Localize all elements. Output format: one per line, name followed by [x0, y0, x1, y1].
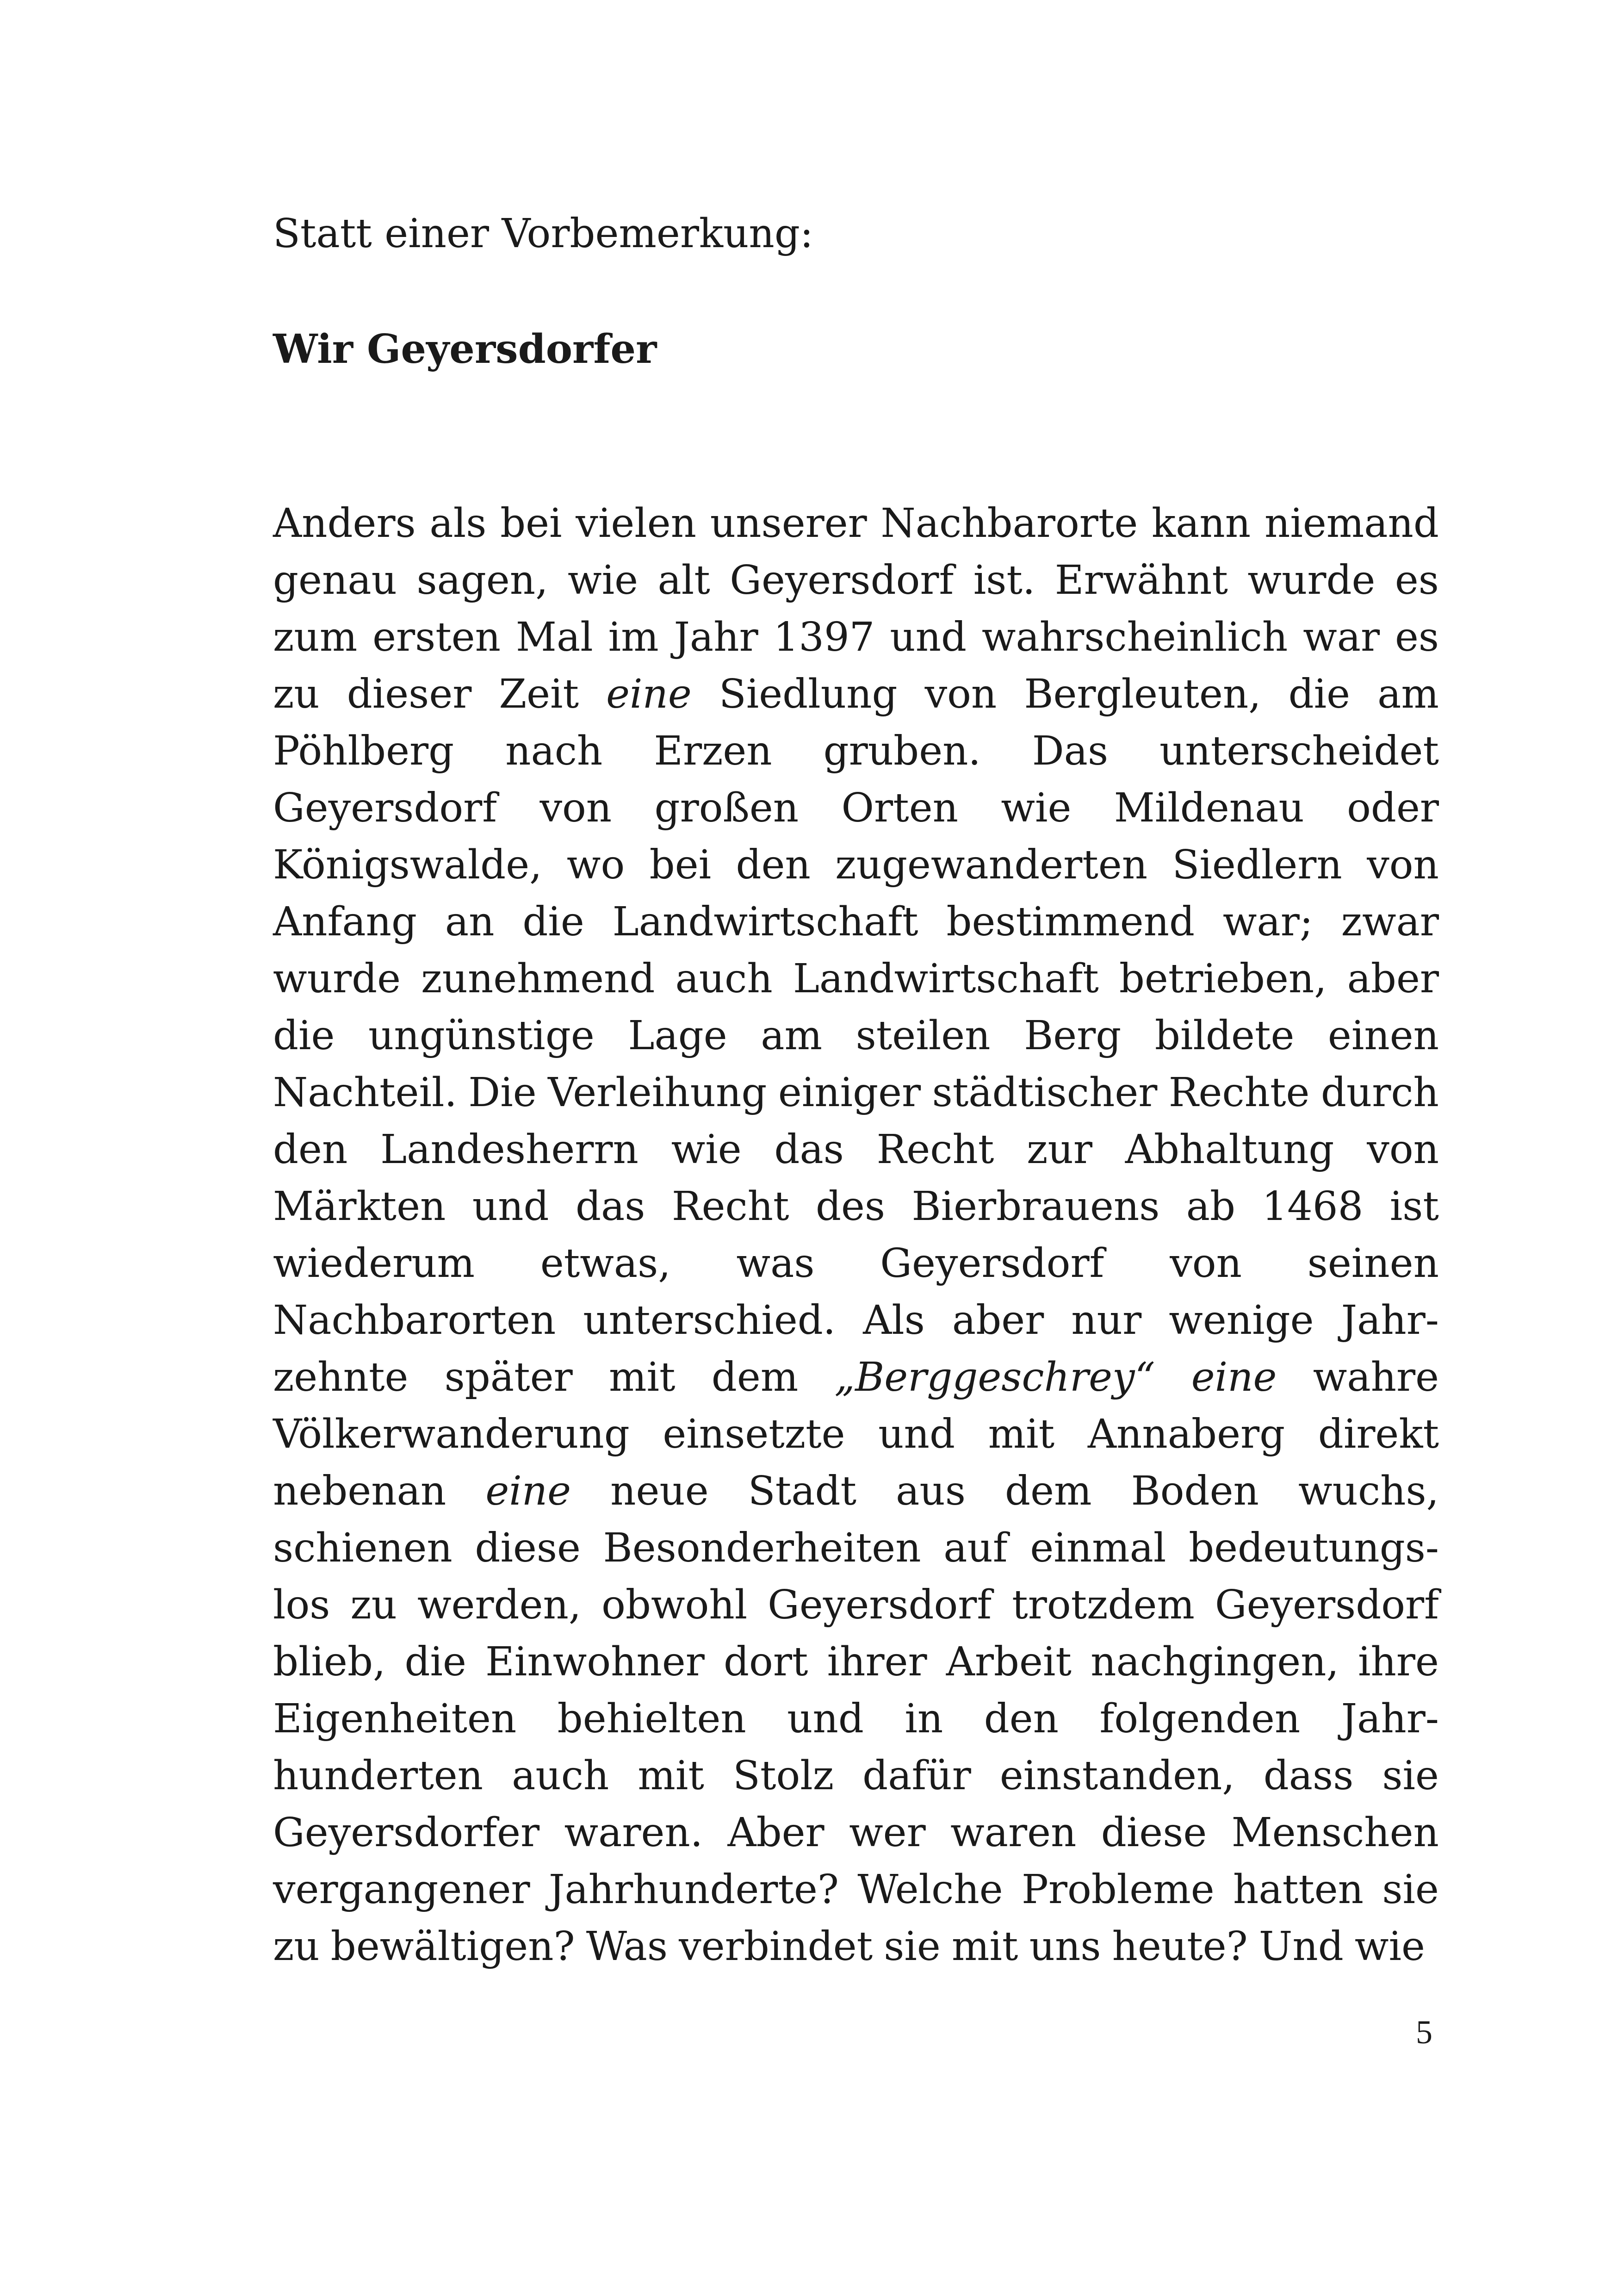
text-line — [273, 666, 1439, 723]
word: dem — [1005, 1468, 1092, 1514]
word: am — [761, 1013, 823, 1059]
text-line — [273, 894, 1439, 951]
text-line — [273, 1748, 1439, 1804]
word: diese — [1101, 1810, 1207, 1856]
word: Einwohner — [485, 1639, 705, 1685]
word: als — [429, 500, 487, 547]
word: wahre — [1313, 1354, 1439, 1400]
text-line — [273, 1292, 1439, 1349]
word: zu — [273, 1923, 320, 1970]
word: und — [878, 1411, 955, 1457]
text-line — [273, 1008, 1439, 1064]
word: einiger — [778, 1070, 921, 1116]
word: war; — [1222, 899, 1313, 945]
word: bedeutungs- — [1189, 1525, 1439, 1571]
word: Siedlung — [719, 671, 898, 717]
word: es — [1395, 557, 1439, 604]
word: Geyersdorfer — [273, 1810, 540, 1856]
word: dass — [1263, 1753, 1354, 1799]
word: behielten — [557, 1696, 746, 1742]
word: wo — [566, 842, 625, 888]
word: ist. — [973, 557, 1035, 604]
word: die — [273, 1013, 335, 1059]
word: neue — [610, 1468, 709, 1514]
word: großen — [654, 785, 799, 831]
word: auch — [512, 1753, 609, 1799]
word: los — [273, 1582, 330, 1628]
word: aus — [896, 1468, 966, 1514]
text-line — [273, 495, 1439, 552]
word: einstanden, — [999, 1753, 1235, 1799]
text-line — [273, 552, 1439, 609]
text-line — [273, 1634, 1439, 1691]
word: dieser — [347, 671, 472, 717]
word: Jahrhunderte? — [549, 1867, 839, 1913]
word: wurde — [273, 956, 401, 1002]
word: was — [736, 1240, 815, 1287]
word: ungünstige — [368, 1013, 595, 1059]
word: aber — [1347, 956, 1439, 1002]
word: Geyersdorf — [273, 785, 497, 831]
word: waren. — [564, 1810, 703, 1856]
word: diese — [475, 1525, 581, 1571]
word: Arbeit — [946, 1639, 1072, 1685]
word: Jahr — [674, 614, 758, 660]
word: Landwirtschaft — [612, 899, 918, 945]
word: auch — [675, 956, 773, 1002]
chapter-title: Wir Geyersdorfer — [273, 326, 657, 373]
word: Völkerwanderung — [273, 1411, 630, 1457]
text-line — [273, 1178, 1439, 1235]
word: Recht — [876, 1126, 994, 1173]
word: sagen, — [416, 557, 548, 604]
text-line — [273, 1064, 1439, 1121]
word: den — [273, 1126, 348, 1173]
text-line — [273, 780, 1439, 837]
word: Märkten — [273, 1183, 446, 1230]
word: zu — [273, 671, 320, 717]
word: werden, — [417, 1582, 582, 1628]
word: von — [1170, 1240, 1242, 1287]
word: wie — [567, 557, 638, 604]
word: wahrscheinlich — [981, 614, 1288, 660]
word: vielen — [576, 500, 697, 547]
word: zum — [273, 614, 358, 660]
word: dort — [723, 1639, 808, 1685]
word: Jahr- — [1341, 1297, 1439, 1344]
page-number: 5 — [1416, 2014, 1432, 2051]
word: aber — [952, 1297, 1044, 1344]
word: von — [539, 785, 612, 831]
word: Anfang — [273, 899, 417, 945]
word: den — [736, 842, 811, 888]
word: an — [445, 899, 495, 945]
text-line — [273, 723, 1439, 780]
word: Rechte — [1168, 1070, 1310, 1116]
word: vergangener — [273, 1867, 530, 1913]
word: bei — [500, 500, 562, 547]
word: zwar — [1341, 899, 1439, 945]
word: zunehmend — [421, 956, 655, 1002]
word: Die — [468, 1070, 537, 1116]
text-line — [273, 1235, 1439, 1292]
text-line — [273, 1577, 1439, 1634]
text-line — [273, 1121, 1439, 1178]
word: bildete — [1154, 1013, 1295, 1059]
word: genau — [273, 557, 397, 604]
word: Berg — [1024, 1013, 1122, 1059]
word: nur — [1071, 1297, 1142, 1344]
word: hunderten — [273, 1753, 484, 1799]
word: ersten — [372, 614, 501, 660]
word: in — [905, 1696, 943, 1742]
word: Nachbarorte — [880, 500, 1138, 547]
word: verbindet — [679, 1923, 873, 1970]
word: dafür — [862, 1753, 971, 1799]
text-line — [273, 1861, 1439, 1918]
word: von — [1367, 842, 1439, 888]
text-line — [273, 1918, 1439, 1975]
word: obwohl — [601, 1582, 748, 1628]
word: auf — [943, 1525, 1008, 1571]
word: bei — [649, 842, 712, 888]
word: kann — [1152, 500, 1251, 547]
word: 1468 — [1262, 1183, 1364, 1230]
word: Erzen — [654, 728, 772, 774]
word: wiederum — [273, 1240, 475, 1287]
word: Menschen — [1231, 1810, 1439, 1856]
word: eine — [1191, 1354, 1277, 1400]
word: Nachbarorten — [273, 1297, 556, 1344]
word: ihre — [1358, 1639, 1439, 1685]
word: war — [1303, 614, 1380, 660]
word: betrieben, — [1119, 956, 1327, 1002]
word: Das — [1032, 728, 1109, 774]
word: wurde — [1247, 557, 1376, 604]
word: den — [984, 1696, 1059, 1742]
word: Bergleuten, — [1024, 671, 1261, 717]
word: niemand — [1264, 500, 1439, 547]
word: Recht — [671, 1183, 789, 1230]
word: wer — [849, 1810, 926, 1856]
word: schienen — [273, 1525, 453, 1571]
text-line — [273, 1349, 1439, 1406]
preface-label: Statt einer Vorbemerkung: — [273, 211, 813, 257]
word: oder — [1347, 785, 1439, 831]
text-line — [273, 1804, 1439, 1861]
word: Geyersdorf — [1215, 1582, 1439, 1628]
word: sie — [1382, 1753, 1439, 1799]
word: bewältigen? — [330, 1923, 575, 1970]
word: durch — [1320, 1070, 1439, 1116]
word: Königswalde, — [273, 842, 542, 888]
word: Jahr- — [1341, 1696, 1439, 1742]
word: wuchs, — [1298, 1468, 1439, 1514]
word: einen — [1327, 1013, 1439, 1059]
word: Mildenau — [1114, 785, 1304, 831]
word: mit — [608, 1354, 676, 1400]
word: unserer — [710, 500, 867, 547]
word: Landwirtschaft — [793, 956, 1099, 1002]
word: es — [1395, 614, 1439, 660]
word: zu — [350, 1582, 397, 1628]
word: Als — [863, 1297, 925, 1344]
word: Lage — [628, 1013, 727, 1059]
word: städtischer — [932, 1070, 1158, 1116]
word: Bierbrauens — [911, 1183, 1160, 1230]
word: einmal — [1030, 1525, 1166, 1571]
text-line — [273, 609, 1439, 666]
word: am — [1377, 671, 1439, 717]
word: Besonderheiten — [603, 1525, 921, 1571]
word: Nachteil. — [273, 1070, 457, 1116]
word: im — [608, 614, 659, 660]
word: alt — [657, 557, 710, 604]
word: die — [404, 1639, 466, 1685]
body-paragraph — [273, 495, 1439, 1975]
word: eine — [485, 1468, 571, 1514]
word: später — [444, 1354, 573, 1400]
word: die — [522, 899, 584, 945]
text-line — [273, 1520, 1439, 1577]
word: Mal — [515, 614, 593, 660]
word: ist — [1389, 1183, 1439, 1230]
word: ab — [1186, 1183, 1236, 1230]
word: uns — [1029, 1923, 1101, 1970]
word: und — [890, 614, 967, 660]
word: Stadt — [748, 1468, 857, 1514]
text-line — [273, 1691, 1439, 1748]
word: gruben. — [823, 728, 981, 774]
word: des — [815, 1183, 886, 1230]
word: sie — [884, 1923, 941, 1970]
word: wenige — [1169, 1297, 1314, 1344]
word: 1397 — [773, 614, 875, 660]
word: nebenan — [273, 1468, 446, 1514]
word: Siedlern — [1172, 842, 1342, 888]
word: das — [575, 1183, 645, 1230]
text-line — [273, 1463, 1439, 1520]
word: Stolz — [733, 1753, 834, 1799]
word: und — [787, 1696, 864, 1742]
word: Geyersdorf — [730, 557, 954, 604]
word: zur — [1027, 1126, 1092, 1173]
word: Eigenheiten — [273, 1696, 517, 1742]
word: die — [1288, 671, 1351, 717]
word: nachgingen, — [1091, 1639, 1339, 1685]
word: mit — [988, 1411, 1055, 1457]
word: Erwähnt — [1054, 557, 1228, 604]
word: Was — [586, 1923, 668, 1970]
word: trotzdem — [1012, 1582, 1195, 1628]
text-line — [273, 1406, 1439, 1463]
word: mit — [951, 1923, 1018, 1970]
word: Welche — [857, 1867, 1003, 1913]
word: bestimmend — [946, 899, 1195, 945]
word: Probleme — [1021, 1867, 1215, 1913]
word: Und — [1258, 1923, 1344, 1970]
text-line — [273, 837, 1439, 894]
word: seinen — [1307, 1240, 1439, 1287]
word: waren — [950, 1810, 1077, 1856]
word: Verleihung — [548, 1070, 767, 1116]
word: „Berggeschrey“ — [834, 1354, 1155, 1400]
word: heute? — [1112, 1923, 1248, 1970]
word: nach — [505, 728, 603, 774]
word: ihrer — [827, 1639, 927, 1685]
text-line — [273, 951, 1439, 1008]
word: Orten — [841, 785, 959, 831]
word: zehnte — [273, 1354, 409, 1400]
word: und — [472, 1183, 549, 1230]
word: dem — [711, 1354, 799, 1400]
word: blieb, — [273, 1639, 386, 1685]
word: Anders — [273, 500, 416, 547]
word: zugewanderten — [835, 842, 1148, 888]
word: Boden — [1131, 1468, 1259, 1514]
word: folgenden — [1099, 1696, 1301, 1742]
word: Annaberg — [1087, 1411, 1285, 1457]
word: Pöhlberg — [273, 728, 454, 774]
word: wie — [671, 1126, 742, 1173]
word: von — [1367, 1126, 1439, 1173]
word: wie — [1354, 1923, 1425, 1970]
word: Geyersdorf — [768, 1582, 992, 1628]
word: wie — [1001, 785, 1072, 831]
word: direkt — [1318, 1411, 1439, 1457]
word: Zeit — [499, 671, 579, 717]
word: etwas, — [540, 1240, 671, 1287]
word: steilen — [855, 1013, 991, 1059]
word: hatten — [1233, 1867, 1364, 1913]
word: Abhaltung — [1125, 1126, 1334, 1173]
word: mit — [638, 1753, 704, 1799]
word: von — [924, 671, 997, 717]
word: Landesherrn — [380, 1126, 639, 1173]
word: unterscheidet — [1159, 728, 1439, 774]
word: sie — [1382, 1867, 1439, 1913]
word: Geyersdorf — [880, 1240, 1104, 1287]
word: Aber — [727, 1810, 824, 1856]
word: einsetzte — [663, 1411, 845, 1457]
word: unterschied. — [583, 1297, 836, 1344]
word: eine — [606, 671, 692, 717]
word: das — [774, 1126, 844, 1173]
